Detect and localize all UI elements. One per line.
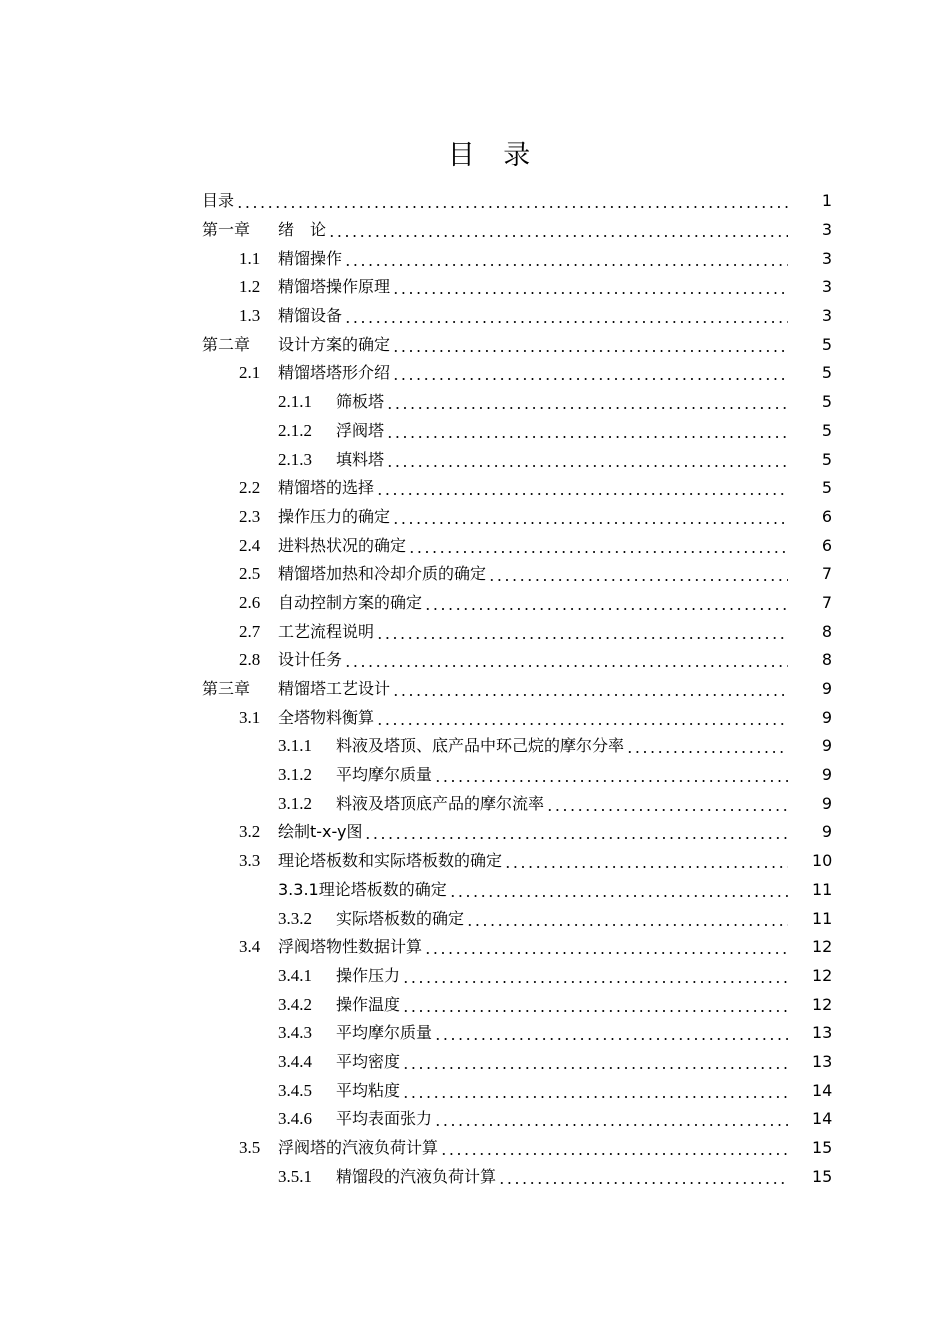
toc-entry[interactable] [202, 1076, 832, 1105]
toc-entry-number: 3.5.1 [278, 1166, 312, 1186]
toc-entry-title: 设计方案的确定 [278, 334, 391, 354]
toc-page-number: 9 [821, 822, 832, 842]
toc-dot-leader [434, 1109, 788, 1129]
toc-dot-leader [392, 335, 788, 355]
toc-dot-leader [504, 851, 788, 871]
toc-entry-number: 2.1.2 [278, 420, 312, 440]
toc-page-number: 9 [821, 679, 832, 699]
toc-entry[interactable] [202, 933, 832, 962]
toc-dot-leader [440, 1138, 788, 1158]
toc-dot-leader [344, 650, 788, 670]
toc-entry[interactable] [202, 503, 832, 532]
toc-entry[interactable] [202, 1019, 832, 1048]
toc-entry-title: 精馏塔加热和冷却介质的确定 [278, 564, 487, 584]
table-of-contents [202, 187, 832, 1191]
toc-entry-number: 2.4 [239, 535, 261, 555]
toc-entry-title: 绪 论 [278, 220, 327, 240]
toc-entry[interactable] [202, 244, 832, 273]
toc-dot-leader [434, 1023, 788, 1043]
toc-dot-leader [424, 593, 788, 613]
toc-entry[interactable] [202, 417, 832, 446]
toc-entry[interactable] [202, 761, 832, 790]
toc-entry[interactable] [202, 646, 832, 675]
toc-dot-leader [402, 966, 788, 986]
toc-entry[interactable] [202, 876, 832, 905]
toc-entry-number: 1.3 [239, 306, 261, 326]
toc-entry-title: 目录 [202, 191, 235, 211]
toc-page-number: 1 [821, 191, 832, 211]
toc-dot-leader [488, 564, 788, 584]
toc-entry[interactable] [202, 330, 832, 359]
toc-entry-number: 3.4 [239, 937, 261, 957]
toc-entry-number: 3.1.1 [278, 736, 312, 756]
toc-page-number: 14 [812, 1080, 833, 1100]
toc-entry[interactable] [202, 1048, 832, 1077]
toc-entry-number: 2.1.3 [278, 449, 312, 469]
toc-page-number: 13 [812, 1051, 833, 1071]
toc-page-number: 9 [821, 793, 832, 813]
toc-entry[interactable] [202, 531, 832, 560]
toc-entry-title: 平均摩尔质量 [336, 765, 433, 785]
toc-entry-title: 平均粘度 [336, 1080, 401, 1100]
toc-entry-title: 浮阀塔的汽液负荷计算 [278, 1138, 439, 1158]
toc-entry-title: 精馏塔的选择 [278, 478, 375, 498]
toc-dot-leader [392, 277, 788, 297]
toc-entry[interactable] [202, 990, 832, 1019]
toc-dot-leader [376, 708, 788, 728]
toc-entry-title: 工艺流程说明 [278, 621, 375, 641]
toc-entry-number: 2.6 [239, 592, 261, 612]
toc-entry-title: 精馏段的汽液负荷计算 [336, 1166, 497, 1186]
toc-entry-title: 实际塔板数的确定 [336, 908, 465, 928]
toc-page-number: 9 [821, 707, 832, 727]
toc-entry-title: 平均表面张力 [336, 1109, 433, 1129]
toc-dot-leader [498, 1167, 788, 1187]
toc-entry[interactable] [202, 359, 832, 388]
toc-page-number: 11 [812, 879, 833, 899]
toc-dot-leader [364, 822, 788, 842]
toc-entry[interactable] [202, 302, 832, 331]
toc-page-number: 15 [812, 1138, 833, 1158]
toc-dot-leader [328, 220, 788, 240]
toc-entry[interactable] [202, 388, 832, 417]
toc-entry[interactable] [202, 1105, 832, 1134]
toc-dot-leader [466, 909, 788, 929]
toc-page-number: 3 [821, 306, 832, 326]
toc-entry-title: 操作温度 [336, 994, 401, 1014]
toc-entry-title: 浮阀塔 [336, 420, 385, 440]
toc-entry-title: 料液及塔顶底产品的摩尔流率 [336, 793, 545, 813]
toc-dot-leader [392, 363, 788, 383]
toc-entry-number: 1.2 [239, 277, 261, 297]
toc-entry-title: 填料塔 [336, 449, 385, 469]
toc-entry-title: 绘制t-x-y图 [278, 822, 363, 842]
page-title: 目 录 [447, 140, 541, 171]
toc-dot-leader [424, 937, 788, 957]
toc-entry-title: 料液及塔顶、底产品中环己烷的摩尔分率 [336, 736, 625, 756]
toc-entry-number: 3.4.6 [278, 1109, 312, 1129]
toc-entry-title: 浮阀塔物性数据计算 [278, 937, 423, 957]
toc-dot-leader [344, 306, 788, 326]
toc-page-number: 14 [812, 1109, 833, 1129]
toc-entry[interactable] [202, 1134, 832, 1163]
toc-dot-leader [236, 191, 788, 211]
toc-page-number: 10 [812, 851, 833, 871]
toc-entry-title: 进料热状况的确定 [278, 535, 407, 555]
toc-entry[interactable] [202, 703, 832, 732]
toc-entry-number: 第一章 [202, 220, 251, 240]
toc-entry-title: 3.3.1理论塔板数的确定 [278, 879, 447, 899]
toc-page-number: 11 [812, 908, 833, 928]
toc-dot-leader [449, 880, 788, 900]
toc-page-number: 5 [821, 449, 832, 469]
toc-page-number: 3 [821, 277, 832, 297]
toc-entry-number: 3.1 [239, 707, 261, 727]
toc-page-number: 8 [821, 650, 832, 670]
toc-entry-number: 2.5 [239, 564, 261, 584]
toc-entry[interactable] [202, 273, 832, 302]
toc-entry[interactable] [202, 847, 832, 876]
toc-dot-leader [392, 679, 788, 699]
toc-entry-title: 操作压力 [336, 965, 401, 985]
toc-entry[interactable] [202, 474, 832, 503]
toc-entry-title: 精馏设备 [278, 306, 343, 326]
toc-entry-number: 2.2 [239, 478, 261, 498]
toc-page-number: 3 [821, 248, 832, 268]
toc-dot-leader [344, 249, 788, 269]
toc-page-number: 5 [821, 334, 832, 354]
toc-entry-number: 3.4.2 [278, 994, 312, 1014]
toc-dot-leader [376, 622, 788, 642]
toc-page-number: 9 [821, 765, 832, 785]
toc-entry[interactable] [202, 962, 832, 991]
toc-entry-number: 3.5 [239, 1138, 261, 1158]
toc-entry-number: 2.1 [239, 363, 261, 383]
toc-page-number: 8 [821, 621, 832, 641]
toc-entry-title: 理论塔板数和实际塔板数的确定 [278, 851, 503, 871]
toc-entry[interactable] [202, 187, 832, 216]
toc-dot-leader [626, 736, 788, 756]
toc-entry-title: 精馏塔工艺设计 [278, 679, 391, 699]
toc-page-number: 12 [812, 994, 833, 1014]
toc-page-number: 13 [812, 1023, 833, 1043]
toc-dot-leader [434, 765, 788, 785]
toc-entry-number: 3.4.1 [278, 965, 312, 985]
toc-page-number: 9 [821, 736, 832, 756]
toc-entry-title: 精馏塔操作原理 [278, 277, 391, 297]
toc-entry-title: 平均摩尔质量 [336, 1023, 433, 1043]
toc-entry[interactable] [202, 589, 832, 618]
toc-dot-leader [392, 507, 788, 527]
toc-page-number: 7 [821, 564, 832, 584]
toc-dot-leader [402, 1052, 788, 1072]
toc-dot-leader [386, 450, 788, 470]
toc-entry[interactable] [202, 560, 832, 589]
toc-entry-number: 3.3.2 [278, 908, 312, 928]
toc-entry-title: 设计任务 [278, 650, 343, 670]
toc-page-number: 5 [821, 478, 832, 498]
toc-entry-title: 精馏操作 [278, 248, 343, 268]
toc-entry-title: 自动控制方案的确定 [278, 592, 423, 612]
toc-entry[interactable] [202, 1162, 832, 1191]
toc-dot-leader [408, 536, 788, 556]
toc-entry[interactable] [202, 904, 832, 933]
toc-page-number: 6 [821, 535, 832, 555]
toc-page-number: 12 [812, 937, 833, 957]
toc-page-number: 3 [821, 220, 832, 240]
toc-page-number: 5 [821, 363, 832, 383]
toc-entry[interactable] [202, 216, 832, 245]
toc-page-number: 12 [812, 965, 833, 985]
toc-entry[interactable] [202, 617, 832, 646]
toc-entry-number: 3.4.5 [278, 1080, 312, 1100]
toc-entry-title: 精馏塔塔形介绍 [278, 363, 391, 383]
toc-entry-number: 2.3 [239, 506, 261, 526]
toc-entry-number: 2.8 [239, 650, 261, 670]
toc-entry[interactable] [202, 789, 832, 818]
toc-entry[interactable] [202, 445, 832, 474]
toc-entry-number: 3.3 [239, 851, 261, 871]
toc-page-number: 6 [821, 506, 832, 526]
toc-entry-number: 2.7 [239, 621, 261, 641]
toc-dot-leader [386, 392, 788, 412]
toc-entry-number: 第二章 [202, 334, 251, 354]
toc-entry-title: 操作压力的确定 [278, 506, 391, 526]
toc-entry-number: 3.2 [239, 822, 261, 842]
toc-page-number: 7 [821, 592, 832, 612]
toc-entry-title: 全塔物料衡算 [278, 707, 375, 727]
toc-entry[interactable] [202, 675, 832, 704]
toc-entry-number: 1.1 [239, 248, 261, 268]
toc-dot-leader [402, 995, 788, 1015]
toc-entry-number: 3.4.3 [278, 1023, 312, 1043]
toc-dot-leader [386, 421, 788, 441]
toc-entry[interactable] [202, 732, 832, 761]
toc-dot-leader [402, 1081, 788, 1101]
toc-entry-number: 第三章 [202, 679, 251, 699]
toc-entry-number: 3.1.2 [278, 765, 312, 785]
toc-dot-leader [376, 478, 788, 498]
toc-entry[interactable] [202, 818, 832, 847]
toc-page-number: 5 [821, 392, 832, 412]
toc-entry-number: 3.1.2 [278, 793, 312, 813]
toc-entry-number: 3.4.4 [278, 1051, 312, 1071]
toc-dot-leader [546, 794, 788, 814]
toc-page-number: 5 [821, 420, 832, 440]
toc-entry-number: 2.1.1 [278, 392, 312, 412]
toc-entry-title: 筛板塔 [336, 392, 385, 412]
toc-page-number: 15 [812, 1166, 833, 1186]
toc-entry-title: 平均密度 [336, 1051, 401, 1071]
